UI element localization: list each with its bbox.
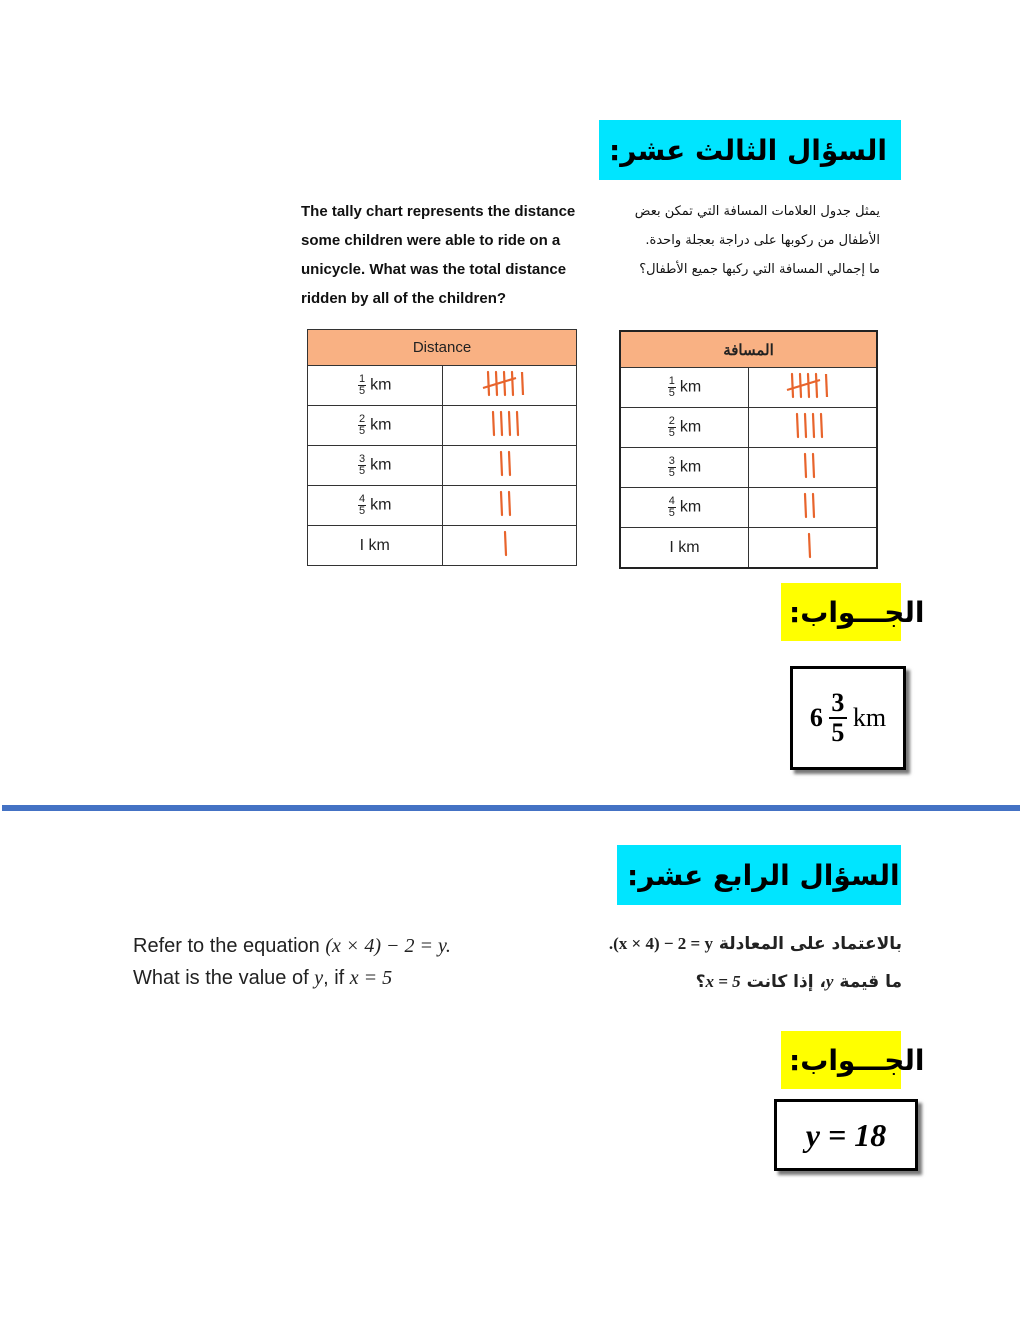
distance-cell: [620, 408, 749, 448]
question-13-title-text: السؤال الثالث عشر:: [609, 133, 887, 167]
fraction-numerator: 1: [668, 375, 675, 387]
ar-text: ما قيمة: [839, 972, 902, 992]
table-row: [620, 448, 877, 488]
answer-fraction: [829, 689, 847, 747]
equation: x = 5: [349, 967, 393, 989]
ar-line-1: [540, 925, 902, 963]
tally-mark: [813, 414, 814, 437]
en-line: some children were able to ride on a: [301, 232, 561, 249]
table-row: [308, 406, 577, 446]
fraction-denominator: 5: [668, 507, 675, 519]
tally-mark: [501, 452, 502, 475]
tally-mark: [517, 412, 518, 435]
distance-fraction: [668, 496, 676, 519]
fraction-numerator: 4: [359, 493, 366, 505]
answer-whole: 6: [809, 703, 823, 732]
ar-line-2: [540, 963, 902, 1001]
tally-mark: [522, 372, 523, 395]
equation: .(x × 4) − 2 = y: [608, 934, 713, 953]
distance-cell: [620, 448, 749, 488]
fraction-denominator: 5: [359, 425, 366, 437]
tally-mark: [488, 372, 489, 395]
ar-mid: ، إذا كانت: [746, 972, 826, 992]
distance-fraction: [358, 494, 366, 517]
distance-cell: [308, 406, 443, 446]
tally-marks-icon: [791, 410, 835, 440]
tally-mark: [509, 412, 510, 435]
tally-marks-icon: [495, 488, 523, 518]
distance-label: I km: [359, 536, 390, 554]
fraction-numerator: 1: [359, 373, 366, 385]
tally-mark: [512, 372, 513, 395]
variable: y: [825, 972, 834, 991]
tally-marks-icon: [482, 368, 536, 398]
tally-cell: [442, 366, 577, 406]
tally-marks-icon: [799, 450, 827, 480]
en-prefix: Refer to the equation: [133, 935, 326, 957]
tally-mark: [821, 414, 822, 437]
tally-cell: [749, 448, 878, 488]
answer-denominator: 5: [831, 718, 845, 747]
tally-mark: [813, 494, 814, 517]
question-14-english-text: [133, 930, 533, 994]
tally-cell: [749, 528, 878, 569]
distance-fraction: [358, 374, 366, 397]
tally-marks-icon: [803, 530, 823, 560]
distance-unit: km: [679, 378, 702, 396]
en-line: The tally chart represents the distance: [301, 203, 576, 220]
variable: y: [314, 967, 324, 989]
tally-cell: [749, 368, 878, 408]
tally-mark: [813, 454, 814, 477]
fraction-denominator: 5: [359, 505, 366, 517]
en-line: unicycle. What was the total distance: [301, 261, 567, 278]
tally-mark: [509, 492, 510, 515]
ar-line: الأطفال من ركوبها على دراجة بعجلة واحدة.: [645, 233, 880, 248]
fraction-denominator: 5: [668, 387, 675, 399]
answer-unit: km: [852, 703, 887, 732]
en-prefix: What is the value of: [133, 967, 315, 989]
en-line-2: [133, 962, 533, 994]
distance-cell: [308, 366, 443, 406]
fraction-denominator: 5: [359, 385, 366, 397]
ar-line: يمثل جدول العلامات المسافة التي تمكن بعض: [634, 204, 880, 219]
tally-mark: [808, 374, 809, 397]
table-row: [308, 526, 577, 566]
ar-text: بالاعتماد على المعادلة: [718, 934, 902, 954]
distance-fraction: [668, 376, 676, 399]
table-row: [620, 408, 877, 448]
answer-label: [781, 583, 925, 641]
table-row: [308, 446, 577, 486]
distance-fraction: [358, 454, 366, 477]
distance-fraction: [358, 414, 366, 437]
answer-label: [781, 1031, 925, 1089]
table-header: المسافة: [620, 331, 877, 368]
ar-line: ما إجمالي المسافة التي ركبها جميع الأطفال؟: [639, 262, 880, 277]
en-line-1: [133, 930, 533, 962]
ar-end: ؟: [695, 972, 706, 992]
tally-cell: [749, 408, 878, 448]
fraction-denominator: 5: [668, 427, 675, 439]
tally-cell: [749, 488, 878, 528]
tally-mark: [809, 534, 810, 557]
distance-cell: [308, 526, 443, 566]
tally-mark: [805, 494, 806, 517]
table-row: [308, 366, 577, 406]
distance-unit: km: [370, 416, 392, 434]
tally-mark: [493, 412, 494, 435]
question-13-title: [599, 120, 901, 180]
tally-mark: [501, 492, 502, 515]
distance-unit: km: [679, 418, 702, 436]
answer-label-text: الجـــواب:: [789, 595, 925, 629]
fraction-denominator: 5: [668, 467, 675, 479]
table-row: [620, 368, 877, 408]
question-13-english-text: [301, 197, 611, 313]
distance-label: I km: [669, 538, 700, 556]
tally-marks-icon: [487, 408, 531, 438]
tally-mark: [505, 532, 506, 555]
question-14-title: [617, 845, 901, 905]
fraction-numerator: 2: [668, 415, 675, 427]
tally-mark: [504, 372, 505, 395]
distance-unit: km: [679, 498, 702, 516]
answer-box-14: [774, 1099, 918, 1171]
question-14-title-text: السؤال الرابع عشر:: [627, 858, 900, 892]
distance-unit: km: [679, 458, 702, 476]
distance-cell: [620, 368, 749, 408]
tally-mark: [509, 452, 510, 475]
fraction-numerator: 3: [668, 455, 675, 467]
question-13-arabic-text: [600, 197, 880, 284]
answer-label-text: الجـــواب:: [789, 1043, 925, 1077]
answer-box-13: [790, 666, 906, 770]
distance-cell: [308, 446, 443, 486]
fraction-numerator: 3: [359, 453, 366, 465]
distance-cell: [308, 486, 443, 526]
tally-marks-icon: [499, 528, 519, 558]
section-divider: [2, 805, 1020, 811]
table-header: Distance: [308, 330, 577, 366]
tally-mark: [805, 454, 806, 477]
answer-value: y = 18: [805, 1116, 887, 1153]
tally-cell: [442, 526, 577, 566]
tally-mark: [805, 414, 806, 437]
tally-cell: [442, 446, 577, 486]
tally-marks-icon: [799, 490, 827, 520]
tally-mark: [797, 414, 798, 437]
en-mid: , if: [323, 967, 350, 989]
tally-mark: [816, 374, 817, 397]
tally-marks-icon: [786, 370, 840, 400]
tally-cell: [442, 486, 577, 526]
distance-cell: [620, 488, 749, 528]
equation: x = 5: [705, 972, 741, 991]
fraction-numerator: 2: [359, 413, 366, 425]
en-line: ridden by all of the children?: [301, 290, 507, 307]
tally-mark: [826, 374, 827, 397]
tally-mark: [792, 374, 793, 397]
tally-marks-icon: [495, 448, 523, 478]
distance-unit: km: [370, 376, 392, 394]
equation: (x × 4) − 2 = y.: [325, 935, 451, 957]
fraction-denominator: 5: [359, 465, 366, 477]
fraction-numerator: 4: [668, 495, 675, 507]
question-14-arabic-text: [540, 925, 902, 1001]
distance-cell: [620, 528, 749, 569]
table-row: [308, 486, 577, 526]
table-row: [620, 488, 877, 528]
answer-numerator: 3: [831, 688, 845, 717]
distance-fraction: [668, 416, 676, 439]
tally-table-arabic: [619, 330, 878, 569]
tally-mark: [501, 412, 502, 435]
tally-table-english: [307, 329, 577, 566]
distance-fraction: [668, 456, 676, 479]
distance-unit: km: [370, 456, 392, 474]
tally-cell: [442, 406, 577, 446]
distance-unit: km: [370, 496, 392, 514]
table-row: [620, 528, 877, 569]
